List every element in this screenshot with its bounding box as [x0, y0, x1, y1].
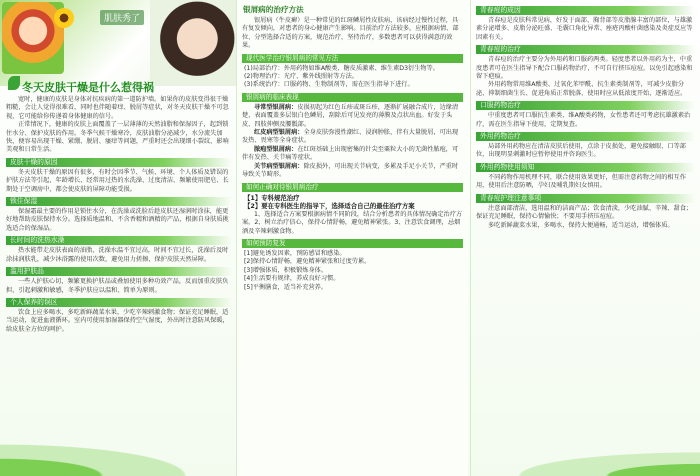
- section-heading: 青春痘的治疗: [476, 45, 695, 54]
- section-heading: 青春痘的成因: [476, 6, 695, 15]
- list-item: [4]生活要有规律，养成良好习惯。: [244, 275, 340, 283]
- paragraph: 一些人护肤心切，频繁更换护肤品或叠加使用多种功效产品，反而加重皮肤负担，引起刺激和敏感，冬季护肤应以温和、简单为原则。: [6, 278, 229, 294]
- list-item: [3]增强体质，积极锻炼身体。: [244, 266, 328, 274]
- left-column-body: [6, 96, 232, 334]
- section-heading: 外用药物使用须知: [476, 163, 695, 172]
- subtype-text: 全身皮肤弥漫性潮红、浸润肿胀，伴有大量脱屑，可出现发热、畏寒等全身症状。: [242, 129, 459, 145]
- hero-slogan: 肌肤秀了: [100, 10, 144, 25]
- right-column-body: [471, 0, 700, 230]
- section-heading: 如何预防复发: [242, 239, 463, 248]
- list-item: (1)局部治疗：外用药物如维A酸类、糖皮质激素、维生素D3衍生物等。: [244, 64, 439, 72]
- subtype-text: 除皮损外，可出现关节病变，多累及手足小关节，严重时导致关节畸形。: [242, 162, 459, 179]
- section-heading: 口服药物治疗: [476, 101, 695, 110]
- paragraph: 保湿霜最主要的作用是锁住水分，在洗澡或洗脸后趁皮肤还湿润时涂抹，能更好地帮助皮肤保持水分。选择质地温和、不含香精和酒精的产品，根据自身肤质挑选适合的保湿品。: [6, 208, 229, 232]
- subtype-label: 脓疱型银屑病：: [254, 145, 298, 153]
- sunflower-icon: [54, 8, 74, 28]
- paragraph: 不同药物作用机理不同，联合使用效果更好，但需注意药物之间的相互作用，使用后注意防晒，孕妇及哺乳期妇女慎用。: [476, 173, 686, 190]
- left-column: [0, 0, 236, 476]
- subtype-label: 寻常型银屑病：: [254, 103, 298, 111]
- list-item: (2)物理治疗：光疗、紫外线照射等方法。: [244, 73, 358, 81]
- list-item: [5]平衡膳食，适当补充营养。: [244, 283, 328, 291]
- paragraph: 冬天皮肤干燥的原因有很多，有时会因季节、气候、环境、个人体质及错误的护肤方法等引起，年龄增长、经常用过热的水洗澡、过度清洁、频繁使用肥皂、长期处于空调房中，都会使皮肤的屏障功能受损。: [6, 168, 229, 193]
- list-item: (3)系统治疗：口服药物、生物制剂等，需在医生指导下进行。: [244, 81, 414, 89]
- main-title: 冬天皮肤干燥是什么惹得祸: [22, 81, 154, 94]
- paragraph: 宽时，健康的皮肤是身体对抗疾病的第一道防护墙。如果你的皮肤变得很干燥粗糙，会让人觉得很难看，同时也伴随着痒、脱屑等症状，对冬天皮肤干燥不可忽视，它可能给你传递着身体健康的信号。: [6, 96, 229, 120]
- section-heading: 青春痘护理注意事项: [476, 194, 695, 203]
- section-heading: 外用药物治疗: [476, 132, 695, 141]
- list-item: [2]保持心情舒畅，避免精神紧张和过度劳累。: [244, 258, 371, 266]
- section-heading: 皮肤干燥的原因: [6, 158, 232, 167]
- paragraph: 1、选择适合方案要根据病情不同阶段，结合分析患者的具体情况确定治疗方案。2、树立治疗信心，保持心情舒畅，避免精神紧张。3、注意饮食调理，忌烟酒及辛辣刺激食物。: [242, 210, 463, 235]
- decorative-swoosh: [0, 436, 236, 476]
- hero-banner: [0, 0, 236, 86]
- paragraph: 青春痘是皮肤科常见病，好发于面部、胸背部等皮脂腺丰富的部位，与雄激素分泌增多、皮脂分泌旺盛、毛囊口角化异常、痤疮丙酸杆菌感染及炎症反应等因素有关。: [476, 17, 693, 41]
- right-column: [470, 0, 700, 476]
- subtype-text: 在红斑基础上出现密集的针尖至粟粒大小的无菌性脓疱，可伴有发热、关节痛等症状。: [242, 145, 459, 162]
- section-heading: 滥用护肤品: [6, 267, 232, 276]
- paragraph: 注意面部清洁，选用温和的洁面产品；饮食清淡，少吃油腻、辛辣、甜食；保证充足睡眠，保持心情愉快；不要用手挤压痘痘。: [476, 204, 693, 221]
- paragraph: 正常情况下，健康的皮肤上面覆盖了一层薄薄的天然油脂和保湿因子，起到锁住水分、保护皮肤的作用。冬季气候干燥寒冷，皮肤油脂分泌减少，水分流失加快，便容易出现干燥、紧绷、脱屑、瘙痒等问题，严重时还会出现细小裂纹，影响美观和日常生活。: [6, 121, 229, 154]
- leaf-icon: [8, 76, 20, 90]
- section-heading: 如何正确对待银屑病治疗: [242, 183, 463, 192]
- paragraph: 局部外用药物应在清洁皮肤后使用，点涂于皮损处，避免接触眼、口等部位，出现明显刺激时应暂停使用并咨询医生。: [476, 143, 686, 159]
- paragraph: 中重度患者可口服抗生素类、维A酸类药物，女性患者还可考虑抗雄激素治疗，需在医生指导下使用，定期复查。: [476, 112, 691, 128]
- paragraph: 多吃新鲜蔬菜水果，多喝水，保持大便通畅，适当运动，增强体质。: [488, 221, 674, 229]
- paragraph: 饮食上应多喝水，多吃新鲜蔬菜水果，少吃辛辣刺激食物；保证充足睡眠，适当运动，促进血液循环。室内可使用加湿器保持空气湿度，外出时注意防风保暖，给皮肤全方位的呵护。: [6, 308, 229, 333]
- bold-point: 【2】要在专科医生的指导下，选择适合自己的最佳治疗方案: [244, 202, 415, 211]
- subtype-text: 皮损初起为红色丘疹或斑丘疹，逐渐扩展融合成片，边缘清楚，表面覆盖多层银白色鳞屑，刮除后可见发亮的薄膜及点状出血。好发于头皮、四肢伸侧及腰骶部。: [242, 103, 459, 128]
- paragraph: 外用药物常用维A酸类、过氧化苯甲酰、抗生素类制剂等，可减少皮脂分泌、抑制细菌生长、促进角质正常脱落，使用时应从低浓度开始，逐渐适应。: [476, 81, 687, 97]
- section-title: 银屑病的治疗方法: [243, 5, 304, 14]
- paragraph: 银屑病（牛皮癣）是一种常见的红斑鳞屑性皮肤病，该病经过慢性过程，具有复发倾向，对患者的身心健康产生影响。目前治疗方法较多，应根据病情、部位、分型选择合适的方案，规范治疗，坚持治疗，多数患者可以获得满意的效果。: [242, 17, 459, 50]
- section-heading: 个人保养的误区: [6, 298, 232, 307]
- section-heading: 现代医学治疗银屑病的常见方法: [242, 54, 463, 63]
- section-heading: 银屑病的临床表现: [242, 93, 463, 102]
- woman-photo: [150, 0, 236, 86]
- paragraph: 热水能带走皮肤表面的油脂，洗澡水温不宜过高，时间不宜过长，洗澡后及时涂抹润肤乳，减少沐浴露的使用次数，避免用力搓擦，保护皮肤天然屏障。: [6, 247, 229, 263]
- middle-column-body: [237, 17, 468, 292]
- middle-column: [236, 0, 468, 476]
- section-heading: 长时间的洗热水澡: [6, 236, 232, 245]
- bold-point: 【1】专科规范治疗: [244, 193, 300, 202]
- paragraph: 青春痘的治疗主要分为外用药和口服药两类。轻度患者以外用药为主，中重度患者可在医生指导下配合口服药物治疗，不可自行挤压痘痘，以免引起感染和留下疤痕。: [476, 56, 693, 81]
- list-item: [1]避免诱发因素，预防感冒和感染。: [244, 249, 346, 257]
- subtype-label: 红皮病型银屑病：: [254, 129, 304, 137]
- subtype-label: 关节病型银屑病：: [254, 162, 304, 170]
- section-heading: 锁住保湿: [6, 197, 232, 206]
- decorative-swoosh: [470, 446, 700, 476]
